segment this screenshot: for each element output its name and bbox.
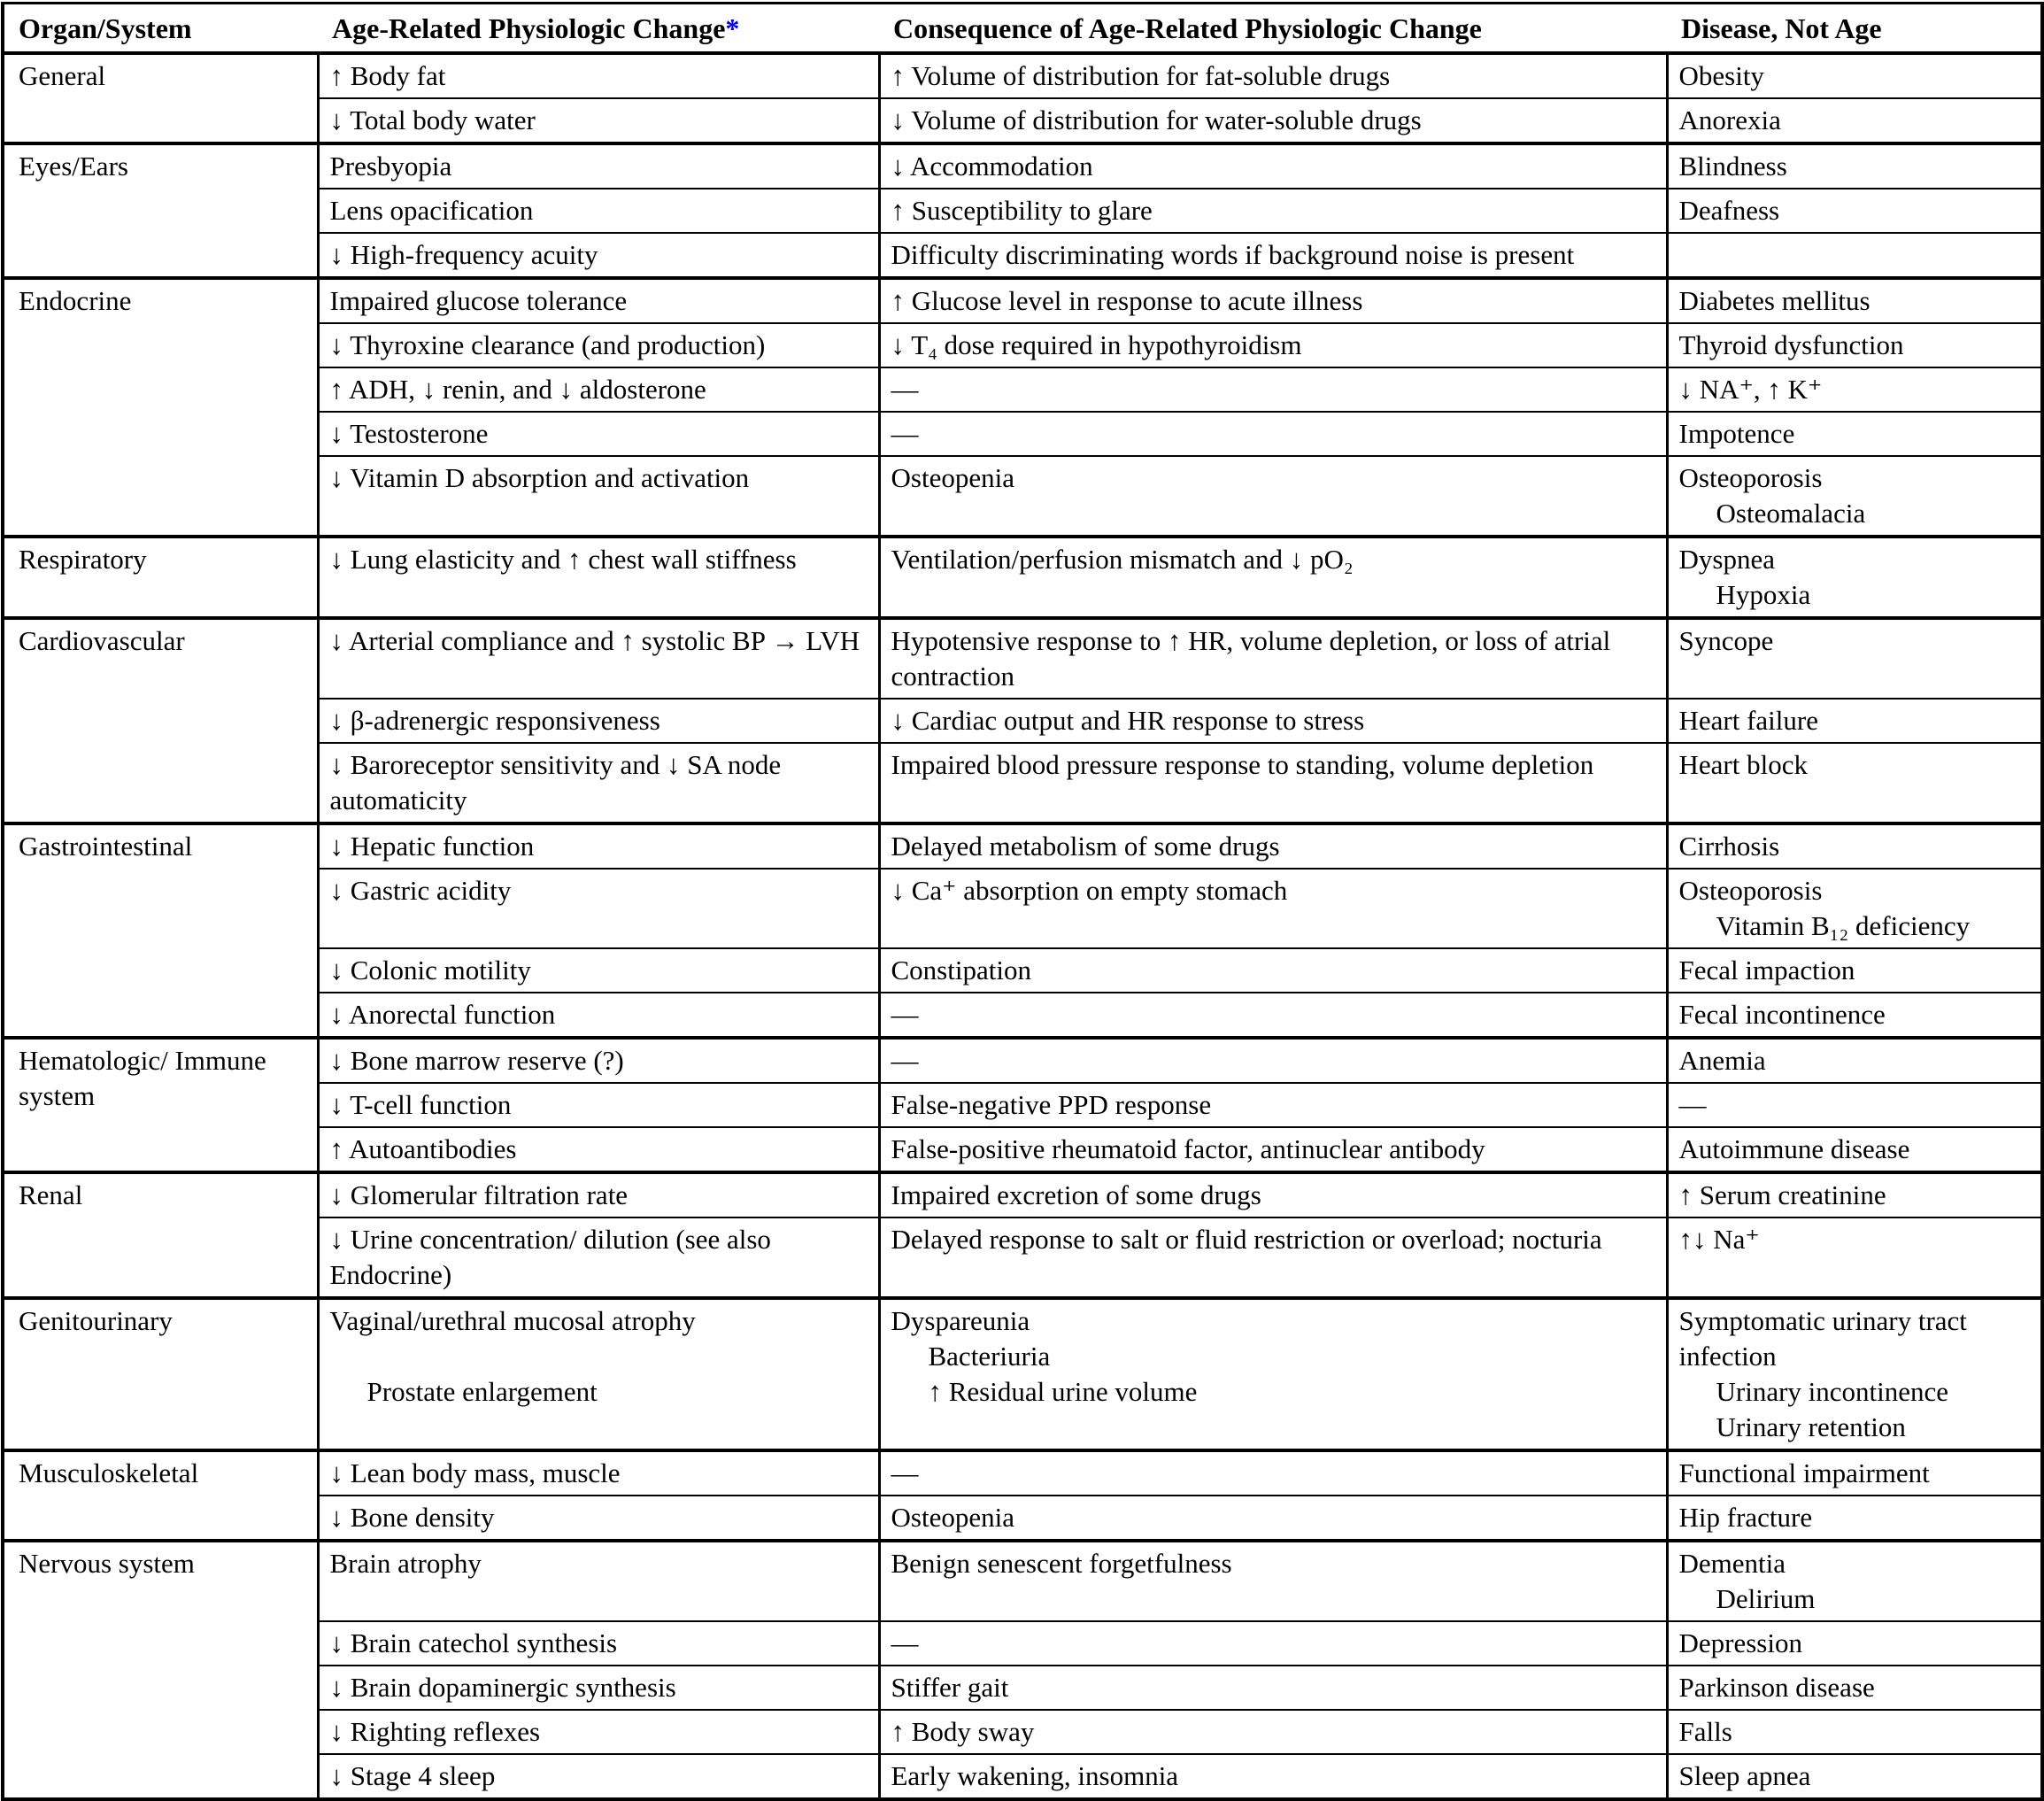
organ-cell [3,278,318,537]
cell-line: Anorexia [1678,104,1781,135]
disease-cell [1667,456,2042,537]
change-cell [318,1710,879,1754]
organ-cell [3,537,318,618]
cell-line: Osteomalacia [1716,498,1866,529]
cell-line: Dyspnea [1678,544,1775,575]
disease-cell [1667,1450,2042,1496]
disease-cell [1667,1298,2042,1450]
cell-line: Benign senescent forgetfulness [891,1548,1232,1579]
cell-line: Early wakening, insomnia [891,1760,1179,1791]
cell-line: Impotence [1678,418,1795,449]
table-row [3,1450,2042,1496]
cell-line: — [891,418,919,449]
consequence-cell [879,1127,1667,1172]
cell-line: Presbyopia [329,151,452,182]
change-cell [318,278,879,323]
cell-line: Deafness [1678,195,1780,226]
cell-line: Cirrhosis [1678,831,1780,862]
cell-line: ↓ NA⁺, ↑ K⁺ [1678,374,1823,405]
disease-cell [1667,189,2042,233]
organ-cell [3,1450,318,1541]
disease-cell [1667,1217,2042,1298]
cell-line: ↓ Gastric acidity [329,875,512,906]
cell-line: ↓ Thyroxine clearance (and production) [329,329,766,360]
disease-cell [1667,98,2042,143]
cell-line: Symptomatic urinary tract infection [1678,1305,1967,1372]
consequence-cell [879,948,1667,993]
consequence-cell [879,869,1667,948]
organ-cell [3,1541,318,1799]
cell-line: — [891,1627,919,1658]
cell-line: ↓ Colonic motility [329,955,531,986]
consequence-cell [879,699,1667,743]
cell-line: Delirium [1716,1583,1816,1614]
col-header-disease-not-age: Disease, Not Age [1667,4,2042,54]
cell-line: ↓ Cardiac output and HR response to stress [891,705,1365,736]
organ-cell [3,1038,318,1172]
consequence-cell [879,53,1667,98]
change-cell [318,233,879,278]
cell-line: ↑ Serum creatinine [1678,1179,1886,1210]
organ-cell [3,53,318,143]
change-cell [318,618,879,699]
cell-line: Difficulty discriminating words if background noise is present [891,239,1575,270]
cell-line: Impaired blood pressure response to standing, volume depletion [891,749,1594,780]
cell-line: Prostate enlargement [366,1376,598,1407]
cell-line: Functional impairment [1678,1457,1930,1488]
disease-cell [1667,323,2042,367]
disease-cell [1667,233,2042,278]
disease-cell [1667,1621,2042,1666]
cell-line: Renal [19,1179,83,1210]
cell-line: Osteoporosis [1678,875,1823,906]
consequence-cell [879,323,1667,367]
disease-cell [1667,53,2042,98]
organ-cell [3,1172,318,1298]
col-header-age-related-change [318,4,879,54]
header-row [3,4,2042,54]
cell-line: Delayed response to salt or fluid restriction or overload; nocturia [891,1224,1602,1255]
consequence-cell [879,1450,1667,1496]
change-cell [318,1450,879,1496]
table-row [3,537,2042,618]
cell-line: ↓ Accommodation [891,151,1093,182]
cell-line: ↑↓ Na⁺ [1678,1224,1760,1255]
cell-line: ↑ Autoantibodies [329,1133,517,1164]
consequence-cell [879,1217,1667,1298]
cell-line: Impaired glucose tolerance [329,285,628,316]
organ-cell [3,823,318,1038]
table-row [3,53,2042,98]
consequence-cell [879,1496,1667,1541]
disease-cell [1667,1754,2042,1799]
cell-line: Parkinson disease [1678,1672,1875,1703]
cell-line: ↓ Baroreceptor sensitivity and ↓ SA node automaticity [329,749,782,815]
cell-line: ↓ Total body water [329,104,536,135]
disease-cell [1667,143,2042,189]
change-cell [318,869,879,948]
cell-line: Anemia [1678,1045,1766,1076]
cell-line: Fecal impaction [1678,955,1855,986]
cell-line: ↓ High-frequency acuity [329,239,598,270]
cell-line: ↓ Glomerular filtration rate [329,1179,629,1210]
cell-line: Eyes/Ears [19,151,128,182]
cell-line: Hypoxia [1716,579,1811,610]
cell-line: ↑ Body fat [329,60,446,91]
cell-line: ↓ Bone marrow reserve (?) [329,1045,624,1076]
change-cell [318,456,879,537]
cell-line: Gastrointestinal [19,831,193,862]
cell-line: Bacteriuria [928,1341,1051,1372]
col-header-consequence: Consequence of Age-Related Physiologic Change [879,4,1667,54]
table-row [3,278,2042,323]
change-cell [318,1754,879,1799]
consequence-cell [879,1083,1667,1127]
disease-cell [1667,412,2042,456]
table-row [3,143,2042,189]
cell-line: Constipation [891,955,1031,986]
consequence-cell [879,143,1667,189]
consequence-cell [879,993,1667,1038]
disease-cell [1667,618,2042,699]
cell-line: False-negative PPD response [891,1089,1212,1120]
cell-line: Respiratory [19,544,147,575]
cell-line: Lens opacification [329,195,534,226]
disease-cell [1667,1710,2042,1754]
cell-line: Urinary retention [1716,1411,1906,1442]
disease-cell [1667,823,2042,869]
disease-cell [1667,537,2042,618]
cell-line: ↓ Stage 4 sleep [329,1760,496,1791]
cell-line: Musculoskeletal [19,1457,199,1488]
cell-line: Syncope [1678,625,1774,656]
cell-line: — [891,1045,919,1076]
cell-line: — [891,374,919,405]
organ-cell [3,143,318,278]
disease-cell [1667,1083,2042,1127]
cell-line: — [891,1457,919,1488]
disease-cell [1667,993,2042,1038]
cell-line: Falls [1678,1716,1732,1747]
cell-line: Hip fracture [1678,1502,1813,1533]
change-cell [318,948,879,993]
cell-line: ↓ Brain dopaminergic synthesis [329,1672,676,1703]
disease-cell [1667,1496,2042,1541]
change-cell [318,53,879,98]
col-header-organ-system: Organ/System [3,4,318,54]
cell-line: ↓ T-cell function [329,1089,512,1120]
consequence-cell [879,1541,1667,1621]
cell-line: Osteoporosis [1678,462,1823,493]
cell-line: Sleep apnea [1678,1760,1811,1791]
cell-line: Thyroid dysfunction [1678,329,1904,360]
disease-cell [1667,699,2042,743]
change-cell [318,1666,879,1710]
change-cell [318,743,879,823]
cell-line: ↓ Urine concentration/ dilution (see also Endocrine) [329,1224,771,1290]
organ-cell [3,1298,318,1450]
cell-line: ↓ Testosterone [329,418,489,449]
consequence-cell [879,189,1667,233]
disease-cell [1667,1541,2042,1621]
cell-line: Hypotensive response to ↑ HR, volume depletion, or loss of atrial contraction [891,625,1611,692]
cell-line: Osteopenia [891,462,1014,493]
disease-cell [1667,367,2042,412]
disease-cell [1667,743,2042,823]
table-row [3,618,2042,699]
change-cell [318,98,879,143]
table-row [3,1298,2042,1450]
cell-line: Diabetes mellitus [1678,285,1870,316]
disease-cell [1667,278,2042,323]
consequence-cell [879,1172,1667,1217]
cell-line: Dyspareunia [891,1305,1030,1336]
cell-line: ↓ Bone density [329,1502,495,1533]
consequence-cell [879,98,1667,143]
change-cell [318,993,879,1038]
cell-line: False-positive rheumatoid factor, antinuclear antibody [891,1133,1485,1164]
cell-line: ↑ Susceptibility to glare [891,195,1153,226]
cell-line: Heart failure [1678,705,1818,736]
change-cell [318,1038,879,1083]
change-cell [318,367,879,412]
disease-cell [1667,1038,2042,1083]
consequence-cell [879,412,1667,456]
cell-line: ↓ Righting reflexes [329,1716,541,1747]
cell-line: Ventilation/perfusion mismatch and ↓ pO₂ [891,544,1354,575]
cell-line: Osteopenia [891,1502,1014,1533]
consequence-cell [879,1754,1667,1799]
consequence-cell [879,618,1667,699]
cell-line: Obesity [1678,60,1764,91]
consequence-cell [879,1666,1667,1710]
cell-line: Brain atrophy [329,1548,482,1579]
consequence-cell [879,1038,1667,1083]
cell-line: ↓ Arterial compliance and ↑ systolic BP → LVH [329,625,860,656]
cell-line: Urinary incontinence [1716,1376,1949,1407]
change-cell [318,537,879,618]
change-cell [318,1298,879,1450]
disease-cell [1667,1666,2042,1710]
cell-line: ↓ Volume of distribution for water-soluble drugs [891,104,1422,135]
change-cell [318,1496,879,1541]
consequence-cell [879,456,1667,537]
cell-line: Hematologic/ Immune system [19,1045,266,1111]
change-cell [318,1083,879,1127]
cell-line: ↓ Lung elasticity and ↑ chest wall stiffness [329,544,797,575]
cell-line: Cardiovascular [19,625,185,656]
cell-line: Blindness [1678,151,1787,182]
change-cell [318,1127,879,1172]
cell-line: ↓ Vitamin D absorption and activation [329,462,750,493]
table-row [3,1038,2042,1083]
table-row [3,1172,2042,1217]
organ-cell [3,618,318,823]
cell-line: ↑ Volume of distribution for fat-soluble drugs [891,60,1391,91]
cell-line: Autoimmune disease [1678,1133,1910,1164]
cell-line: Stiffer gait [891,1672,1009,1703]
cell-line: Heart block [1678,749,1808,780]
cell-line: ↑ Residual urine volume [928,1376,1198,1407]
cell-line: Delayed metabolism of some drugs [891,831,1280,862]
cell-line: Fecal incontinence [1678,999,1886,1030]
cell-line: ↑ Glucose level in response to acute illness [891,285,1363,316]
cell-line: ↓ Anorectal function [329,999,556,1030]
cell-line: ↓ β-adrenergic responsiveness [329,705,660,736]
change-cell [318,189,879,233]
cell-line: Impaired excretion of some drugs [891,1179,1261,1210]
consequence-cell [879,743,1667,823]
change-cell [318,1172,879,1217]
table-row [3,823,2042,869]
cell-line [330,1339,869,1374]
table-header [3,4,2042,54]
change-cell [318,1217,879,1298]
cell-line: — [891,999,919,1030]
consequence-cell [879,537,1667,618]
cell-line: ↓ Hepatic function [329,831,535,862]
cell-line: ↑ ADH, ↓ renin, and ↓ aldosterone [329,374,706,405]
cell-line: ↓ Ca⁺ absorption on empty stomach [891,875,1288,906]
consequence-cell [879,823,1667,869]
cell-line: Vitamin B₁₂ deficiency [1716,910,1971,941]
change-cell [318,412,879,456]
col-header-change-label: Age-Related Physiologic Change [332,12,726,44]
cell-line: ↑ Body sway [891,1716,1035,1747]
cell-line: General [19,60,106,91]
table-row [3,1541,2042,1621]
table-body [3,53,2042,1799]
cell-line: Genitourinary [19,1305,173,1336]
cell-line: — [1678,1089,1707,1120]
cell-line: Endocrine [19,285,132,316]
footnote-asterisk: * [725,12,740,44]
change-cell [318,1541,879,1621]
consequence-cell [879,367,1667,412]
change-cell [318,823,879,869]
consequence-cell [879,1710,1667,1754]
change-cell [318,1621,879,1666]
cell-line: ↓ Lean body mass, muscle [329,1457,621,1488]
change-cell [318,143,879,189]
disease-cell [1667,869,2042,948]
cell-line: Dementia [1678,1548,1786,1579]
consequence-cell [879,233,1667,278]
consequence-cell [879,1621,1667,1666]
disease-cell [1667,948,2042,993]
cell-line: Nervous system [19,1548,195,1579]
cell-line: ↓ T₄ dose required in hypothyroidism [891,329,1302,360]
consequence-cell [879,278,1667,323]
cell-line: Vaginal/urethral mucosal atrophy [329,1305,696,1336]
disease-cell [1667,1172,2042,1217]
cell-line: Depression [1678,1627,1802,1658]
cell-line: ↓ Brain catechol synthesis [329,1627,618,1658]
change-cell [318,323,879,367]
disease-cell [1667,1127,2042,1172]
physiology-table [1,2,2044,1801]
consequence-cell [879,1298,1667,1450]
change-cell [318,699,879,743]
